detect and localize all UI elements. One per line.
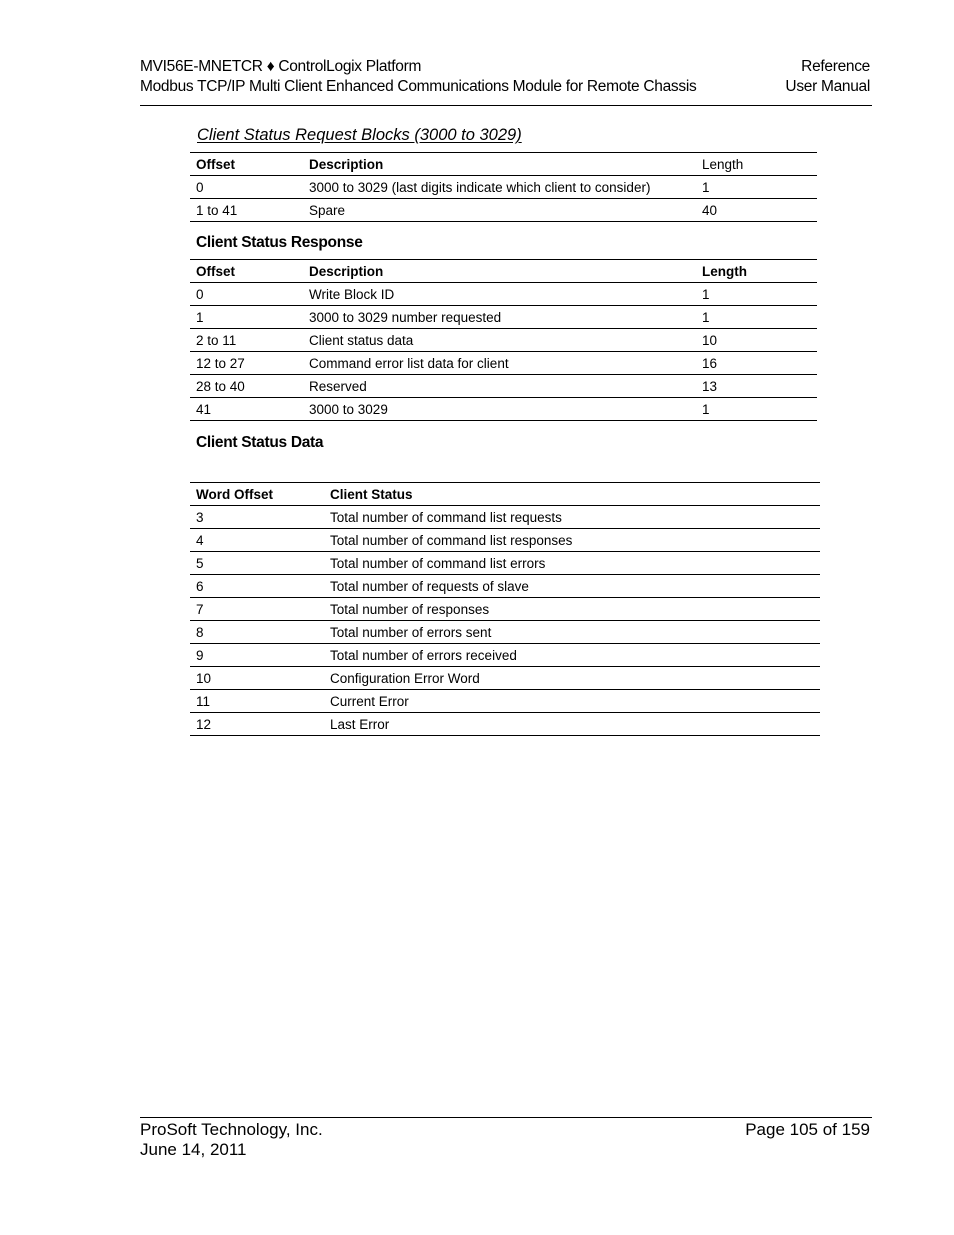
cell-word-offset: 9: [190, 644, 324, 667]
table-row: [190, 283, 817, 306]
cell-length: 16: [696, 352, 817, 375]
header-module-line: Modbus TCP/IP Multi Client Enhanced Communications Module for Remote Chassis: [140, 77, 697, 95]
cell-client-status: Configuration Error Word: [324, 667, 820, 690]
cell-offset: 12 to 27: [190, 352, 303, 375]
footer-date: June 14, 2011: [140, 1139, 247, 1159]
request-table: [190, 152, 817, 222]
cell-offset: 0: [190, 176, 303, 199]
response-table-title: Client Status Response: [196, 234, 363, 251]
cell-word-offset: 4: [190, 529, 324, 552]
footer-left: [140, 1120, 323, 1159]
cell-word-offset: 3: [190, 506, 324, 529]
cell-word-offset: 12: [190, 713, 324, 736]
table-row: [190, 176, 817, 199]
column-header-description: Description: [303, 260, 696, 283]
cell-description: Reserved: [303, 375, 696, 398]
data-table-title: Client Status Data: [196, 434, 324, 451]
footer-page-number: Page 105 of 159: [745, 1120, 870, 1139]
table-row: [190, 375, 817, 398]
table-row: [190, 306, 817, 329]
cell-client-status: Current Error: [324, 690, 820, 713]
cell-offset: 2 to 11: [190, 329, 303, 352]
cell-client-status: Total number of command list requests: [324, 506, 820, 529]
cell-word-offset: 10: [190, 667, 324, 690]
cell-length: 1: [696, 176, 817, 199]
cell-word-offset: 5: [190, 552, 324, 575]
cell-offset: 28 to 40: [190, 375, 303, 398]
cell-length: 1: [696, 306, 817, 329]
cell-description: 3000 to 3029 (last digits indicate which client to consider): [303, 176, 696, 199]
request-table-caption: Client Status Request Blocks (3000 to 3029): [197, 126, 522, 144]
cell-offset: 0: [190, 283, 303, 306]
table-row: [190, 667, 820, 690]
header-doc-type: User Manual: [785, 77, 870, 95]
cell-offset: 41: [190, 398, 303, 421]
header-right: [785, 57, 870, 96]
cell-client-status: Total number of errors sent: [324, 621, 820, 644]
cell-word-offset: 7: [190, 598, 324, 621]
table-row: [190, 598, 820, 621]
table-row: [190, 529, 820, 552]
cell-description: Command error list data for client: [303, 352, 696, 375]
footer-rule: [140, 1117, 872, 1118]
response-table: [190, 259, 817, 421]
cell-word-offset: 8: [190, 621, 324, 644]
cell-description: Spare: [303, 199, 696, 222]
cell-description: 3000 to 3029 number requested: [303, 306, 696, 329]
cell-length: 1: [696, 398, 817, 421]
table-row: [190, 506, 820, 529]
cell-client-status: Total number of responses: [324, 598, 820, 621]
column-header-offset: Offset: [190, 153, 303, 176]
column-header-word-offset: Word Offset: [190, 483, 324, 506]
header-left: [140, 57, 696, 96]
cell-length: 10: [696, 329, 817, 352]
cell-client-status: Last Error: [324, 713, 820, 736]
table-row: [190, 199, 817, 222]
cell-client-status: Total number of errors received: [324, 644, 820, 667]
cell-client-status: Total number of command list responses: [324, 529, 820, 552]
cell-offset: 1 to 41: [190, 199, 303, 222]
cell-offset: 1: [190, 306, 303, 329]
table-row: [190, 398, 817, 421]
table-header-row: [190, 153, 817, 176]
header-section: Reference: [801, 58, 870, 75]
column-header-client-status: Client Status: [324, 483, 820, 506]
cell-word-offset: 11: [190, 690, 324, 713]
column-header-offset: Offset: [190, 260, 303, 283]
cell-description: Client status data: [303, 329, 696, 352]
table-row: [190, 621, 820, 644]
table-header-row: [190, 260, 817, 283]
table-row: [190, 690, 820, 713]
table-row: [190, 552, 820, 575]
cell-word-offset: 6: [190, 575, 324, 598]
cell-description: 3000 to 3029: [303, 398, 696, 421]
cell-description: Write Block ID: [303, 283, 696, 306]
column-header-length: Length: [696, 153, 817, 176]
table-row: [190, 575, 820, 598]
header-product-line: MVI56E-MNETCR ♦ ControlLogix Platform: [140, 58, 422, 75]
cell-client-status: Total number of requests of slave: [324, 575, 820, 598]
cell-length: 40: [696, 199, 817, 222]
footer-company: ProSoft Technology, Inc.: [140, 1120, 323, 1139]
table-row: [190, 644, 820, 667]
table-row: [190, 329, 817, 352]
cell-length: 13: [696, 375, 817, 398]
column-header-length: Length: [696, 260, 817, 283]
cell-length: 1: [696, 283, 817, 306]
column-header-description: Description: [303, 153, 696, 176]
table-row: [190, 352, 817, 375]
header-rule: [140, 105, 872, 106]
data-table: [190, 482, 820, 736]
table-header-row: [190, 483, 820, 506]
cell-client-status: Total number of command list errors: [324, 552, 820, 575]
table-row: [190, 713, 820, 736]
